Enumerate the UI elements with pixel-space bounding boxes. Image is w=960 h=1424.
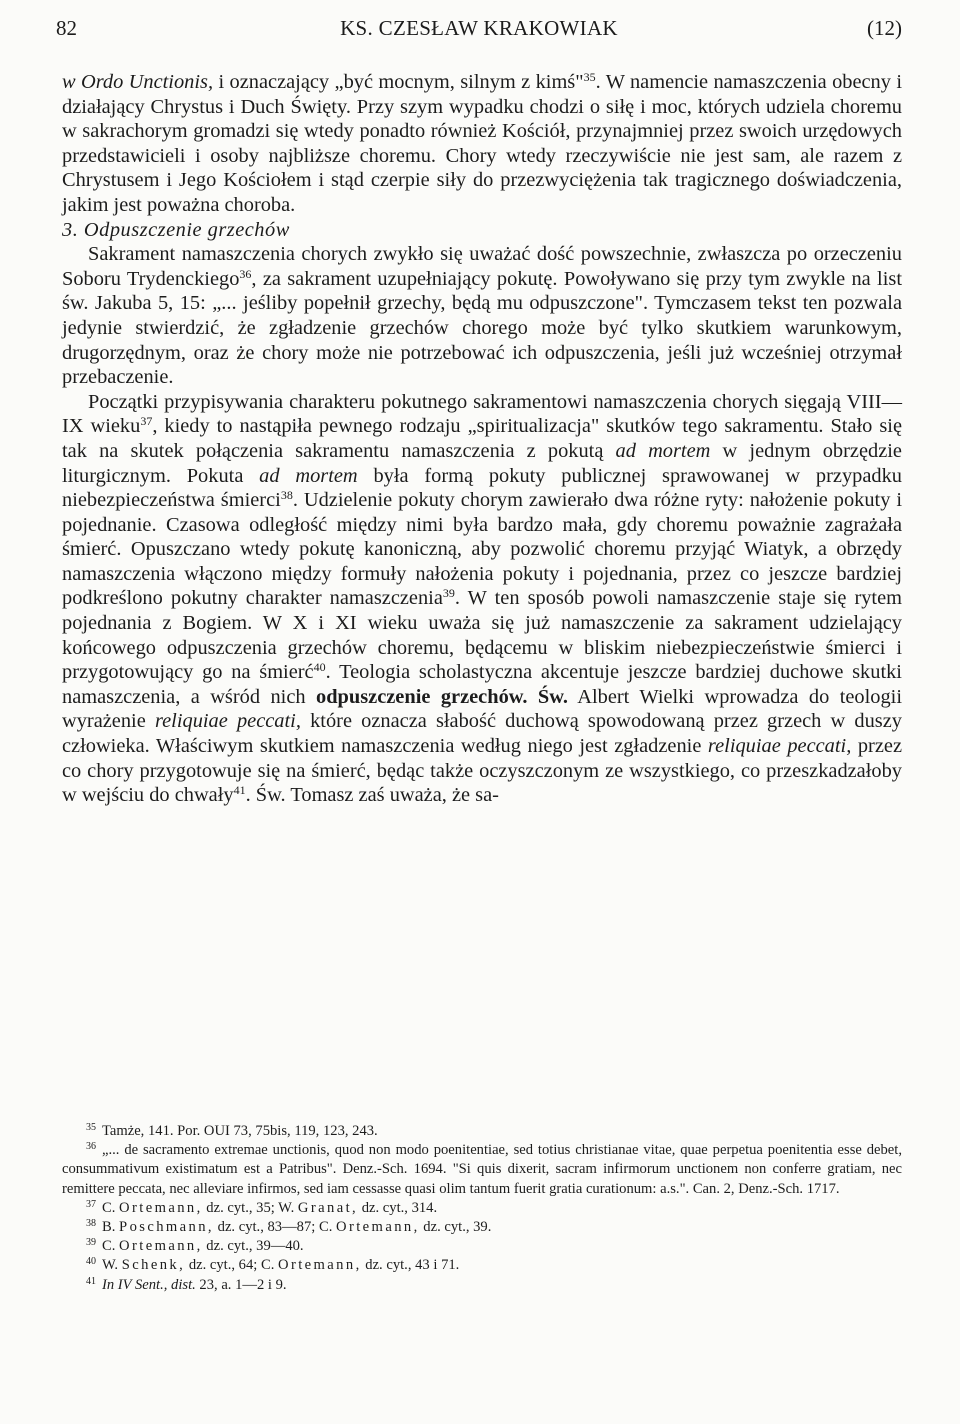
- text-run: Albert Wielki wprowadza do teologii wyrażenie: [62, 685, 902, 733]
- footnote-mark: 38: [86, 1218, 96, 1230]
- author-name: Schenk,: [121, 1257, 186, 1274]
- paragraph-1: [62, 70, 902, 218]
- author-name: Poschmann,: [119, 1219, 214, 1236]
- running-head: KS. CZESŁAW KRAKOWIAK: [340, 16, 618, 40]
- author-name: Granat,: [297, 1199, 359, 1216]
- footnote-41: [62, 1276, 902, 1295]
- footnote-text: C.: [102, 1199, 116, 1216]
- footnote-36: [62, 1141, 902, 1199]
- footnote-ref-35: 35: [583, 70, 596, 84]
- italic-text: reliquiae peccati,: [707, 735, 852, 758]
- text-run: które oznacza słabość duchową spowodowaną przez grzech w duszy człowieka. Właściwym skutkiem namaszczenia według niego jest zgładzenie: [62, 710, 902, 758]
- footnote-text: dz. cyt., 64; C.: [185, 1257, 275, 1274]
- section-number: 3.: [62, 218, 79, 241]
- text-run: w jednym obrzędzie liturgicznym. Pokuta: [62, 439, 902, 487]
- text-run: . Św. Tomasz zaś uważa, że sa-: [245, 784, 499, 807]
- footnote-text: dz. cyt., 39.: [419, 1219, 492, 1236]
- footnote-ref-41: 41: [233, 783, 246, 798]
- author-name: Ortemann,: [278, 1257, 362, 1274]
- section-title: Odpuszczenie grzechów: [83, 218, 290, 241]
- text-run: . Udzielenie pokuty chorym zawierało dwa różne ryty: nałożenie pokuty i pojednanie. Czasowa odległość między nimi była bardzo mała, gdy choremu poważnie zagrażała śmierć. Opuszczano wtedy pokutę kanoniczną, aby pozwolić choremu przyjąć Wiatyk, a obrzędy namaszczenia włączono między formuły nałożenia pokuty i pojednania, przez co jeszcze bardziej podkreślono pokutny charakter namaszczenia: [62, 489, 902, 610]
- footnote-mark: 40: [86, 1256, 96, 1268]
- main-text: [62, 70, 902, 808]
- text-run: . W ten sposób powoli namaszczenie staje się rytem pojednania z Bogiem. W X i XI wieku uważa się już namaszczenie za sakrament udzielający końcowego odpuszczenia grzechów choremu, będącemu w bliskim niebezpieczeństwie śmierci i przygotowujący go na śmierć: [62, 587, 903, 684]
- footnote-mark: 39: [86, 1237, 96, 1249]
- footnote-text: dz. cyt., 39—40.: [202, 1238, 304, 1255]
- footnote-text: C.: [102, 1238, 116, 1255]
- footnote-ref-40: 40: [313, 660, 326, 675]
- author-name: Ortemann,: [336, 1219, 420, 1236]
- footnote-ref-37: 37: [140, 414, 153, 429]
- footnote-mark: 37: [86, 1198, 96, 1210]
- footnote-text: Tamże, 141. Por. OUI 73, 75bis, 119, 123, 243.: [102, 1123, 378, 1139]
- footnote-ref-39: 39: [442, 586, 455, 601]
- footnote-mark: 35: [86, 1122, 96, 1133]
- footnote-text: dz. cyt., 83—87; C.: [214, 1219, 333, 1236]
- footnote-38: [62, 1218, 902, 1237]
- paragraph-3: [62, 390, 902, 808]
- section-mark: (12): [867, 16, 902, 40]
- section-heading: [62, 218, 902, 243]
- italic-text: w Ordo Unctionis,: [62, 71, 214, 93]
- footnote-ref-36: 36: [239, 266, 252, 281]
- footnote-39: [62, 1237, 902, 1256]
- page-number: 82: [56, 16, 77, 40]
- italic-text: In IV Sent., dist.: [102, 1276, 196, 1293]
- footnote-mark: 41: [86, 1275, 96, 1287]
- footnote-40: [62, 1256, 902, 1275]
- footnote-text: B.: [102, 1219, 116, 1236]
- text-run: była formą pokuty publicznej sprawowanej w przypadku niebezpieczeństwa śmierci: [62, 464, 902, 512]
- footnote-35: [62, 1122, 902, 1141]
- italic-text: ad mortem: [259, 464, 358, 487]
- text-run: przez co chory przygotowuje się na śmierć, będąc także oczyszczonym ze wszystkiego, co przeszkadzałoby w wejściu do chwały: [62, 735, 902, 807]
- text-run: Sakrament namaszczenia chorych zwykło się uważać dość powszechnie, zwłaszcza po orzeczeniu Soboru Trydenckiego: [62, 243, 902, 290]
- page-header: [56, 16, 902, 50]
- author-name: Ortemann,: [119, 1238, 203, 1255]
- text-run: , za sakrament uzupełniający pokutę. Powoływano się przy tym zwykle na list św. Jakuba 5, 15: „... jeśliby popełnił grzechy, będą mu odpuszczone". Tymczasem tekst ten pozwala jedynie stwierdzić, że zgładzenie grzechów chorego może być tylko skutkiem warunkowym, drugorzędnym, oraz że chory może nie potrzebować ich odpuszczenia, jeśli już wcześniej otrzymał przebaczenie.: [62, 267, 902, 389]
- author-name: Ortemann,: [119, 1199, 203, 1216]
- footnote-37: [62, 1199, 902, 1218]
- text-run: , kiedy to nastąpiła pewnego rodzaju „spiritualizacja" skutków tego sakramentu. Stało się tak na skutek połączenia sakramentu namaszczenia z pokutą: [62, 415, 902, 462]
- footnote-text: 23, a. 1—2 i 9.: [195, 1276, 287, 1293]
- footnote-text: W.: [102, 1257, 119, 1274]
- footnote-text: dz. cyt., 314.: [358, 1199, 438, 1216]
- text-run: i oznaczający „być mocnym, silnym z kimś": [213, 71, 584, 93]
- italic-text: reliquiae peccati,: [154, 710, 301, 733]
- text-run: . W namencie namaszczenia obecny i działający Chrystus i Duch Święty. Przy szym wypadku chodzi o siłę i moc, których udziela choremu w sakrachorym gromadzi się wtedy ponadto również Kościół, przynajmniej przez swoich urzędowych przedstawicieli i osoby najbliższe choremu. Chory wtedy rzeczywiście nie jest sam, ale razem z Chrystusem i Jego Kościołem i stąd czerpie siły do przezwyciężenia tak tragicznego doświadczenia, jakim jest poważna choroba.: [62, 71, 903, 216]
- footnote-text: dz. cyt., 35; W.: [202, 1199, 295, 1216]
- paragraph-2: [62, 242, 902, 390]
- italic-text: ad mortem: [615, 439, 711, 462]
- footnotes: [62, 1122, 902, 1295]
- text-run: . Teologia scholastyczna akcentuje jeszcze bardziej duchowe skutki namaszczenia, a wśród nich: [62, 661, 902, 708]
- footnote-mark: 36: [86, 1141, 96, 1153]
- bold-text: odpuszczenie grzechów. Św.: [316, 685, 568, 708]
- footnote-ref-38: 38: [280, 488, 293, 503]
- text-run: Początki przypisywania charakteru pokutnego sakramentowi namaszczenia chorych sięgają VIII—IX wieku: [62, 390, 902, 438]
- footnote-text: dz. cyt., 43 i 71.: [361, 1257, 460, 1274]
- footnote-text: „... de sacramento extremae unctionis, quod non modo poenitentiae, sed totius christianae vitae, quae perpetua poenitentia esse debet, consummativum existimatum est a Patribus". Denz.-Sch. 1694. "Si quis dixerit, sacram infirmorum unctionem non conferre gratiam, nec remittere peccata, nec alleviare infirmos, sed iam cessasse quasi olim tantum fuerit gratia curationum: a.s.". Can. 2, Denz.-Sch. 1717.: [62, 1142, 902, 1197]
